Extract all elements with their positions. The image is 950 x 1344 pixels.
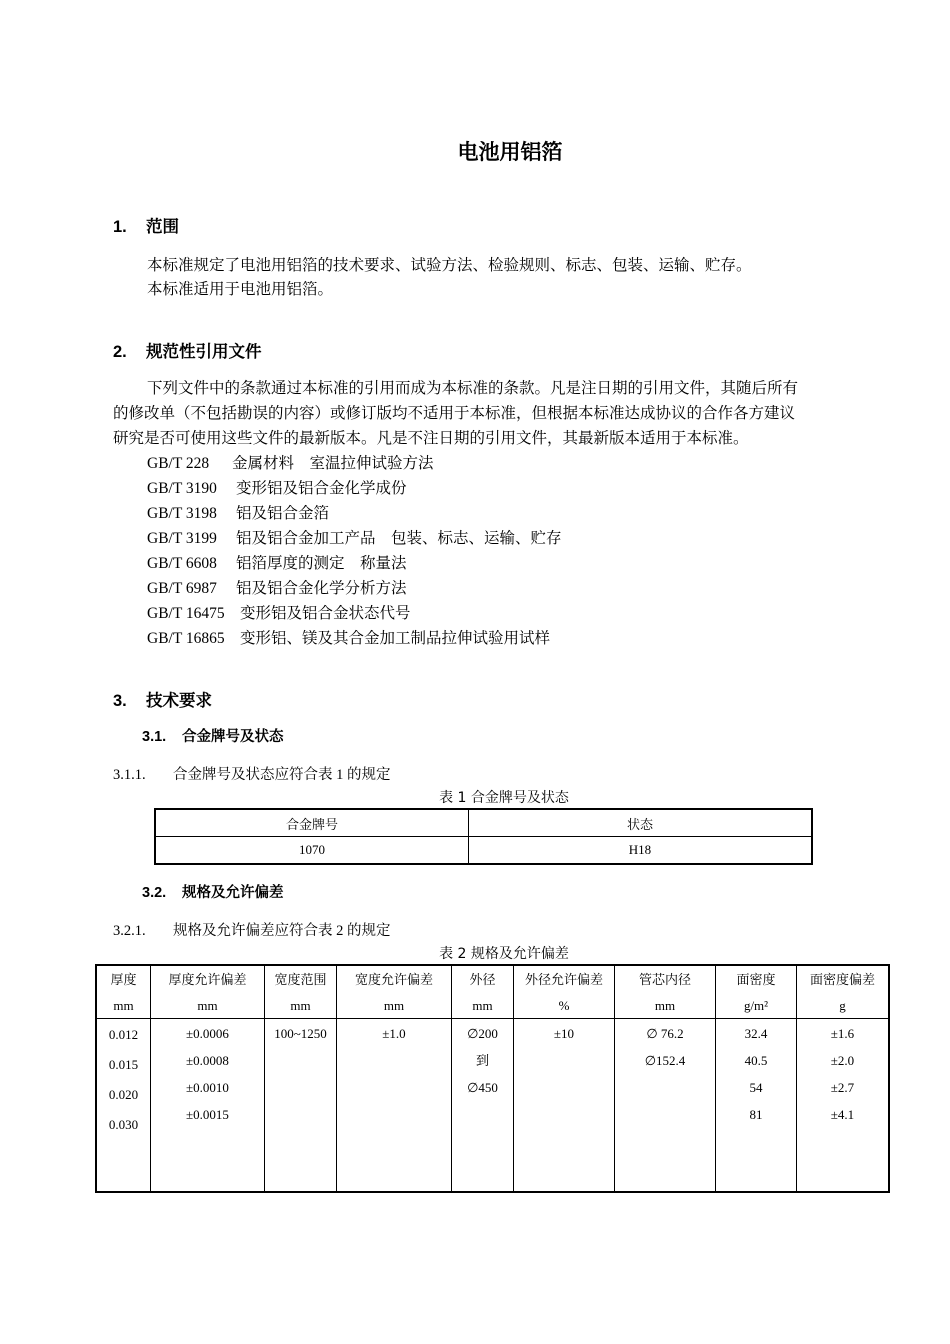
areal-density-cell: 32.4 40.5 54 81 — [716, 1019, 797, 1193]
outer-diameter-tolerance-cell: ±10 — [514, 1019, 615, 1193]
areal-density-tolerance-cell: ±1.6 ±2.0 ±2.7 ±4.1 — [797, 1019, 890, 1193]
table-header-cell: 合金牌号 — [155, 809, 469, 837]
table-header-cell: 宽度范围 mm — [265, 965, 337, 1019]
table-header-cell: 面密度偏差 g — [797, 965, 890, 1019]
table-header-cell: 宽度允许偏差 mm — [337, 965, 452, 1019]
section-title: 技术要求 — [146, 691, 212, 710]
scope-paragraph-2: 本标准适用于电池用铝箔。 — [147, 281, 334, 298]
section-title: 范围 — [146, 217, 179, 236]
clause-text: 合金牌号及状态应符合表 1 的规定 — [173, 767, 391, 783]
document-title: 电池用铝箔 — [457, 140, 563, 164]
reference-title: 铝箔厚度的测定 称量法 — [236, 555, 407, 572]
reference-item — [147, 526, 562, 548]
reference-title: 铝及铝合金化学分析方法 — [236, 580, 407, 597]
table-header-cell: 管芯内径 mm — [615, 965, 716, 1019]
section-number: 1. — [113, 218, 127, 236]
table-header-cell: 厚度允许偏差 mm — [151, 965, 265, 1019]
reference-item — [147, 626, 550, 648]
table-1-caption: 表 1 合金牌号及状态 — [439, 790, 569, 806]
reference-item — [147, 576, 407, 598]
section-3-2-heading — [142, 881, 284, 902]
table-header-cell: 面密度 g/m² — [716, 965, 797, 1019]
reference-code: GB/T 16865 — [147, 630, 225, 647]
section-number: 3.1. — [142, 729, 167, 745]
refs-intro-line-2: 的修改单（不包括勘误的内容）或修订版均不适用于本标准，但根据本标准达成协议的合作各方建议 — [113, 405, 796, 422]
section-number: 3.2. — [142, 885, 167, 901]
table-cell: H18 — [469, 837, 813, 865]
core-inner-diameter-cell: ∅ 76.2 ∅152.4 — [615, 1019, 716, 1193]
table-1 — [154, 808, 813, 865]
reference-item — [147, 501, 329, 523]
section-title: 规范性引用文件 — [146, 342, 262, 361]
table-header-cell: 外径允许偏差 % — [514, 965, 615, 1019]
thickness-cell: 0.012 0.015 0.020 0.030 — [96, 1019, 151, 1193]
section-1-heading — [113, 213, 179, 237]
clause-3-1-1 — [113, 763, 391, 784]
reference-title: 铝及铝合金箔 — [236, 505, 330, 522]
table-2 — [95, 964, 890, 1193]
reference-title: 变形铝及铝合金状态代号 — [240, 605, 411, 622]
reference-item — [147, 551, 407, 573]
section-title: 合金牌号及状态 — [182, 729, 284, 745]
reference-title: 铝及铝合金加工产品 包装、标志、运输、贮存 — [236, 530, 562, 547]
clause-3-2-1 — [113, 919, 391, 940]
table-header-cell: 状态 — [469, 809, 813, 837]
reference-item — [147, 601, 411, 623]
clause-number: 3.2.1. — [113, 923, 146, 939]
thickness-tolerance-cell: ±0.0006 ±0.0008 ±0.0010 ±0.0015 — [151, 1019, 265, 1193]
scope-paragraph-1: 本标准规定了电池用铝箔的技术要求、试验方法、检验规则、标志、包装、运输、贮存。 — [147, 257, 752, 274]
reference-code: GB/T 6987 — [147, 580, 217, 597]
table-header-cell: 外径 mm — [452, 965, 514, 1019]
reference-title: 金属材料 室温拉伸试验方法 — [232, 455, 434, 472]
table-2-caption: 表 2 规格及允许偏差 — [439, 946, 569, 962]
reference-code: GB/T 228 — [147, 455, 210, 472]
table-cell: 1070 — [155, 837, 469, 865]
reference-code: GB/T 3190 — [147, 480, 217, 497]
section-2-heading — [113, 338, 262, 362]
table-header-cell: 厚度 mm — [96, 965, 151, 1019]
clause-number: 3.1.1. — [113, 767, 146, 783]
section-number: 2. — [113, 343, 127, 361]
width-range-cell: 100~1250 — [265, 1019, 337, 1193]
reference-code: GB/T 6608 — [147, 555, 217, 572]
reference-item — [147, 451, 434, 473]
refs-intro-line-1: 下列文件中的条款通过本标准的引用而成为本标准的条款。凡是注日期的引用文件，其随后所有 — [147, 380, 799, 397]
reference-code: GB/T 16475 — [147, 605, 225, 622]
clause-text: 规格及允许偏差应符合表 2 的规定 — [173, 923, 391, 939]
refs-intro-line-3: 研究是否可使用这些文件的最新版本。凡是不注日期的引用文件，其最新版本适用于本标准。 — [113, 430, 749, 447]
section-3-heading — [113, 687, 212, 711]
reference-code: GB/T 3199 — [147, 530, 217, 547]
reference-code: GB/T 3198 — [147, 505, 217, 522]
reference-item — [147, 476, 407, 498]
section-number: 3. — [113, 692, 127, 710]
outer-diameter-cell: ∅200 到 ∅450 — [452, 1019, 514, 1193]
width-tolerance-cell: ±1.0 — [337, 1019, 452, 1193]
reference-title: 变形铝及铝合金化学成份 — [236, 480, 407, 497]
section-3-1-heading — [142, 725, 284, 746]
reference-title: 变形铝、镁及其合金加工制品拉伸试验用试样 — [240, 630, 551, 647]
section-title: 规格及允许偏差 — [182, 885, 284, 901]
